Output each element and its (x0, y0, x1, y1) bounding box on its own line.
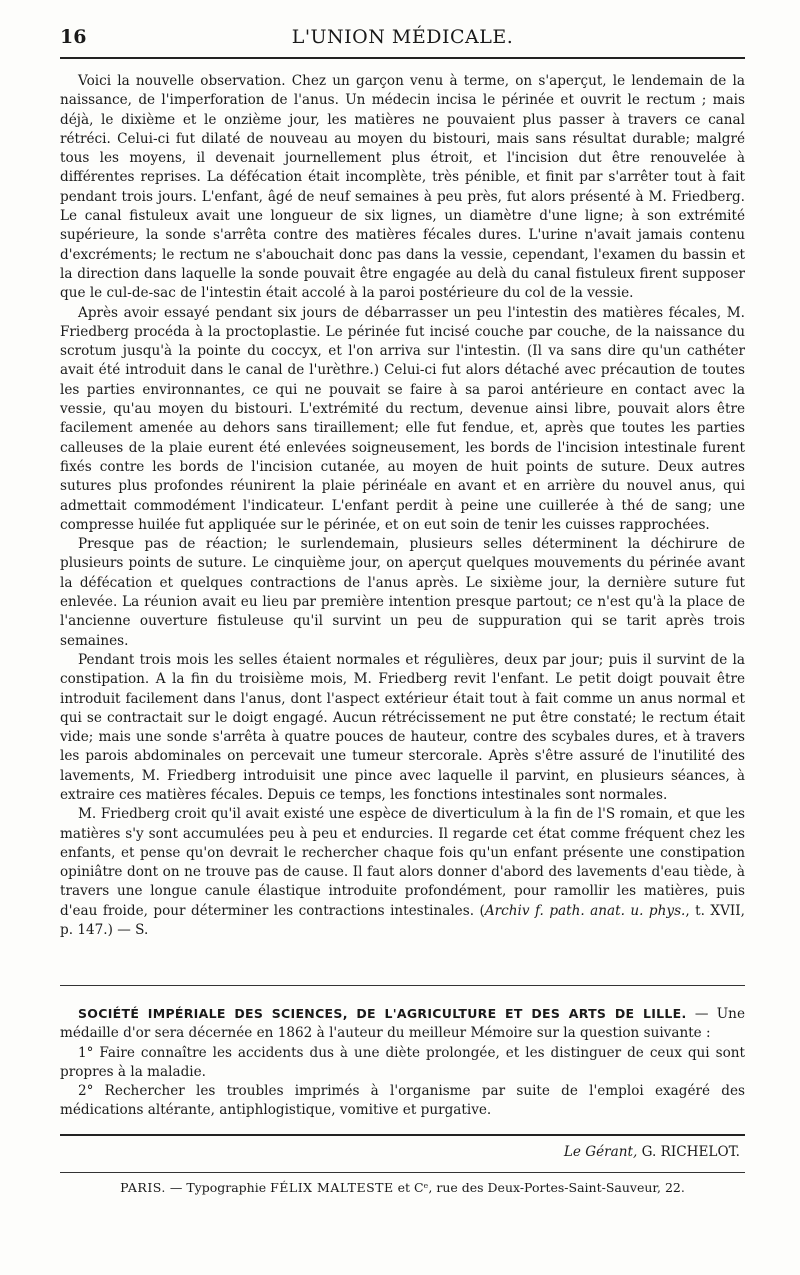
imprint-rule (60, 1172, 745, 1173)
citation-journal: Archiv f. path. anat. u. phys. (484, 902, 686, 919)
article-paragraph-final (60, 805, 745, 940)
citation-open: ( (479, 902, 485, 919)
page-header (60, 20, 745, 54)
article-body (60, 72, 745, 940)
notice-item-2: 2° Rechercher les troubles imprimés à l'organisme par suite de l'emploi exagéré des médications altérante, antiphlogistique, vomitive et purgative. (60, 1083, 745, 1119)
running-title: L'UNION MÉDICALE. (291, 26, 514, 48)
imprint-text-after: et Cᵉ, rue des Deux-Portes-Saint-Sauveur, 22. (393, 1180, 685, 1195)
notice-intro-text: — Une médaille d'or sera décernée en 1862 à l'auteur du meilleur Mémoire sur la question suivante : (60, 1006, 745, 1042)
signature-rule (60, 1134, 745, 1136)
prize-notice (60, 1004, 745, 1121)
signature-name: G. RICHELOT. (641, 1144, 740, 1160)
section-divider (60, 985, 745, 986)
final-paragraph-text: M. Friedberg croit qu'il avait existé une espèce de diverticulum à la fin de l'S romain, et que les matières s'y sont accumulées peu à peu et endurcies. Il regarde cet état comme fréquent chez les enfants, et pense qu'on devrait le rechercher chaque fois qu'un enfant présente une constipation opiniâtre dont on ne trouve pas de cause. Il faut alors donner d'abord des lavements d'eau tiède, à travers une longue canule élastique introduite profondément, pour ramollir les matières, puis d'eau froide, pour déterminer les contractions intestinales. (60, 806, 745, 919)
imprint-city: PARIS. (120, 1180, 166, 1195)
article-paragraph: Presque pas de réaction; le surlendemain, plusieurs selles déterminent la déchirure de plusieurs points de suture. Le cinquième jour, on aperçut quelques mouvements du périnée avant la défécation et quelques contractions de l'anus après. Le sixième jour, la dernière suture fut enlevée. La réunion avait eu lieu par première intention presque partout; ce n'est qu'à la place de l'ancienne ouverture fistuleuse qu'il survint un peu de suppuration qui se tarit après trois semaines. (60, 536, 745, 649)
page-number: 16 (60, 26, 87, 48)
signature-role: Le Gérant, (563, 1144, 638, 1160)
article-paragraph: Après avoir essayé pendant six jours de débarrasser un peu l'intestin des matières fécales, M. Friedberg procéda à la proctoplastie. Le périnée fut incisé couche par couche, de la naissance du scrotum jusqu'à la pointe du coccyx, et l'on arriva sur l'intestin. (Il va sans dire qu'un cathéter avait été introduit dans le canal de l'urèthre.) Celui-ci fut alors détaché avec précaution de toutes les parties environnantes, ce qui ne pouvait se faire à sa paroi antérieure en contact avec la vessie, qu'au moyen du bistouri. L'extrémité du rectum, devenue ainsi libre, pouvait alors être facilement amenée au dehors sans tiraillement; elle fut fendue, et, après que toutes les parties calleuses de la plaie eurent été enlevées soigneusement, les bords de l'incision intestinale furent fixés contre les bords de l'incision cutanée, au moyen de huit points de suture. Deux autres sutures plus profondes réunirent la plaie périnéale en avant et en arrière du nouvel anus, qui admettait commodément l'indicateur. L'enfant perdit à peine une cuillerée à thé de sang; une compresse huilée fut appliquée sur le périnée, et on eut soin de tenir les cuisses rapprochées. (60, 304, 745, 533)
article-paragraph: Voici la nouvelle observation. Chez un garçon venu à terme, on s'aperçut, le lendemain de la naissance, de l'imperforation de l'anus. Un médecin incisa le périnée et ouvrit le rectum ; mais déjà, le dixième et le onzième jour, les matières ne pouvaient plus passer à travers ce canal rétréci. Celui-ci fut dilaté de nouveau au moyen du bistouri, mais sans résultat durable; malgré tous les moyens, il devenait journellement plus étroit, et l'incision dut être renouvelée à différentes reprises. La défécation était incomplète, très pénible, et finit par s'arrêter tout à fait pendant trois jours. L'enfant, âgé de neuf semaines à peu près, fut alors présenté à M. Friedberg. Le canal fistuleux avait une longueur de six lignes, un diamètre d'une ligne; à son extrémité supérieure, la sonde s'arrêta contre des matières fécales dures. L'urine n'avait jamais contenu d'excréments; le rectum ne s'abouchait donc pas dans la vessie, cependant, l'examen du bassin et la direction dans laquelle la sonde pouvait être engagée au delà du canal fistuleux firent supposer que le cul-de-sac de l'intestin était accolé à la paroi postérieure du col de la vessie. (60, 73, 745, 302)
notice-intro (60, 1004, 745, 1044)
imprint-text-before: — Typographie (165, 1180, 271, 1195)
citation-rest: , t. XVII, p. 147.) — S. (60, 902, 745, 939)
notice-item-1: 1° Faire connaître les accidents dus à une diète prolongée, et les distinguer de ceux qui sont propres à la maladie. (60, 1044, 745, 1080)
signature (564, 1144, 740, 1160)
imprint-printer: FÉLIX MALTESTE (270, 1180, 394, 1195)
header-rule (60, 57, 745, 59)
article-paragraph: Pendant trois mois les selles étaient normales et régulières, deux par jour; puis il survint de la constipation. A la fin du troisième mois, M. Friedberg revit l'enfant. Le petit doigt pouvait être introduit facilement dans l'anus, dont l'aspect extérieur était tout à fait comme un anus normal et qui se contractait sur le doigt engagé. Aucun rétrécissement ne put être constaté; le rectum était vide; mais une sonde s'arrêta à quatre pouces de hauteur, contre des scybales dures, et à travers les parois abdominales on percevait une tumeur stercorale. Après s'être assuré de l'inutilité des lavements, M. Friedberg introduisit une pince avec laquelle il parvint, en plusieurs séances, à extraire ces matières fécales. Depuis ce temps, les fonctions intestinales sont normales. (60, 651, 745, 803)
printer-imprint (60, 1180, 745, 1195)
society-name: SOCIÉTÉ IMPÉRIALE DES SCIENCES, DE L'AGRICULTURE ET DES ARTS DE LILLE. (78, 1006, 687, 1021)
